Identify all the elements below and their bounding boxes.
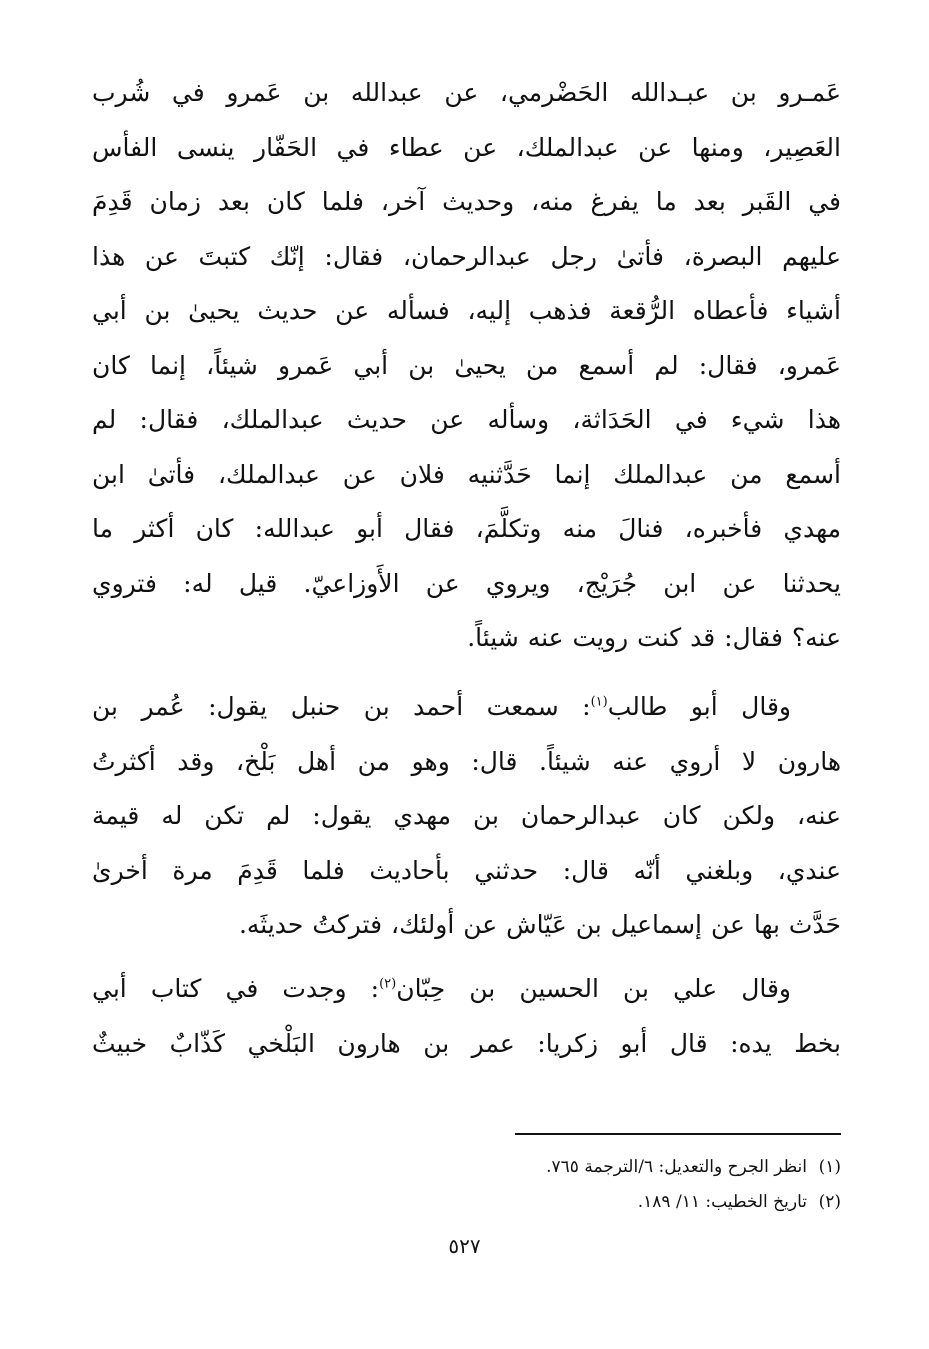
footnote-2 (92, 1185, 841, 1220)
text-line: عليهم البصرة، فأتىٰ رجل عبدالرحمان، فقال: إنّك كتبتَ عن هذا (92, 241, 841, 271)
text-segment: وقال أبو طالب (607, 692, 791, 721)
text-line: عَمـرو بن عبـدالله الحَضْرمي، عن عبدالله بن عَمرو في شُرب (92, 78, 841, 107)
text-line: عندي، وبلغني أنّه قال: حدثني بأحاديث فلما قَدِمَ مرة أخرىٰ (92, 855, 841, 885)
text-line: عنه؟ فقال: قد كنت رويت عنه شيئاً. (467, 623, 841, 652)
page-number: ٥٢٧ (448, 1234, 481, 1258)
text-line: عَمرو، فقال: لم أسمع من يحيىٰ بن أبي عَمرو شيئاً، إنما كان (92, 350, 841, 380)
text-segment: وقال علي بن الحسين بن حِبّان (396, 974, 791, 1003)
text-line: مهدي فأخبره، فنالَ منه وتكلَّمَ، فقال أبو عبدالله: كان أكثر ما (92, 514, 841, 543)
paragraph-2 (92, 680, 841, 953)
text-line: أسمع من عبدالملك إنما حَدَّثنيه فلان عن عبدالملك، فأتىٰ ابن (92, 459, 841, 489)
text-line: بخط يده: قال أبو زكريا: عمر بن هارون البَلْخي كَذّابٌ خبيثٌ (92, 1028, 841, 1058)
paragraph-1 (92, 66, 841, 666)
footnote-separator (515, 1133, 841, 1135)
text-line-first (92, 962, 841, 1017)
text-line: في القَبر بعد ما يفرغ منه، وحديث آخر، فلما كان بعد زمان قَدِمَ (92, 187, 841, 216)
text-line-first (92, 680, 841, 735)
text-segment: : وجدت في كتاب أبي (92, 974, 380, 1003)
footnote-ref-2[interactable]: (٢) (379, 976, 397, 992)
text-segment: : سمعت أحمد بن حنبل يقول: عُمر بن (92, 692, 591, 721)
text-line: حَدَّث بها عن إسماعيل بن عَيّاش عن أولئك، فتركتُ حديثَه. (238, 910, 841, 939)
text-line: هذا شيء في الحَدَاثة، وسأله عن حديث عبدالملك، فقال: لم (92, 405, 841, 434)
footnote-number: (١) (818, 1157, 841, 1177)
footnote-text: تاريخ الخطيب: ١١/ ١٨٩. (637, 1192, 807, 1212)
text-line: عنه، ولكن كان عبدالرحمان بن مهدي يقول: لم تكن له قيمة (92, 801, 841, 830)
text-line: العَصِير، ومنها عن عبدالملك، عن عطاء في الحَفّار ينسى الفأس (92, 132, 841, 162)
footnote-ref-1[interactable]: (١) (590, 694, 608, 710)
text-line: يحدثنا عن ابن جُرَيْج، ويروي عن الأَوزاعيّ. قيل له: فتروي (92, 568, 841, 598)
footnote-text: انظر الجرح والتعديل: ٦/الترجمة ٧٦٥. (546, 1157, 807, 1177)
text-line: أشياء فأعطاه الرُّقعة فذهب إليه، فسأله عن حديث يحيىٰ بن أبي (92, 296, 841, 325)
footnote-number: (٢) (818, 1192, 841, 1212)
text-line: هارون لا أروي عنه شيئاً. قال: وهو من أهل بَلْخ، وقد أكثرتُ (92, 746, 841, 776)
footnote-1 (92, 1150, 841, 1185)
footnotes (92, 1150, 841, 1220)
paragraph-3 (92, 962, 841, 1071)
